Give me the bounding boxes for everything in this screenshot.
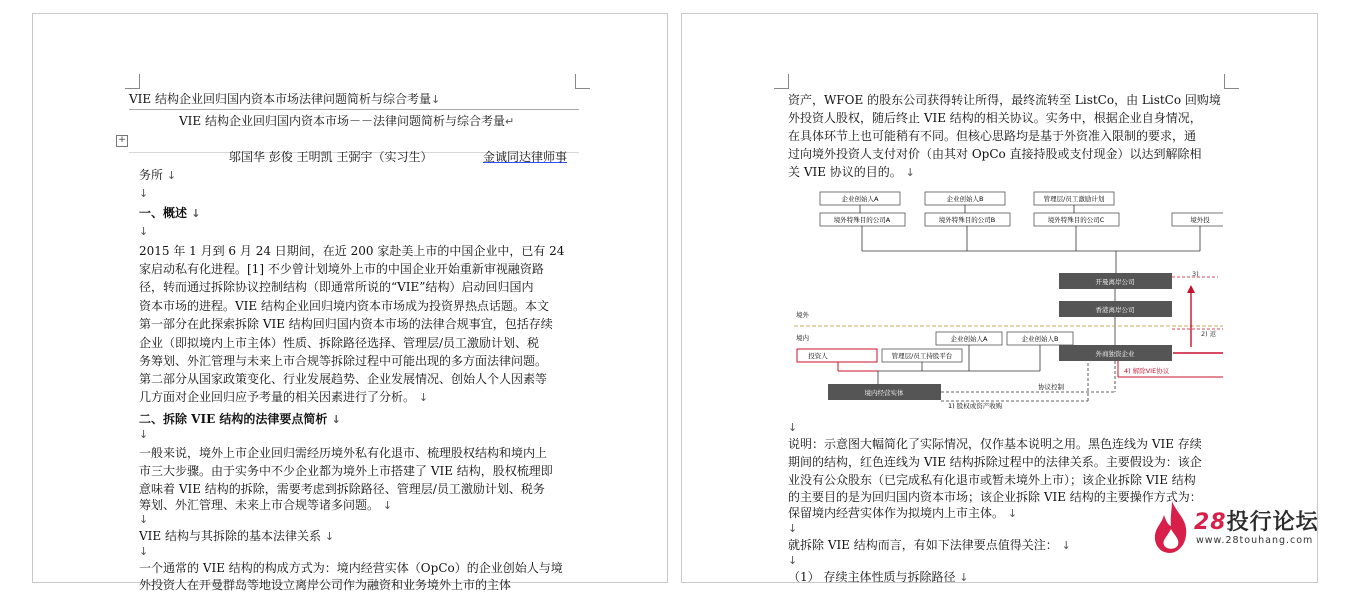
header-line: VIE 结构企业回归国内资本市场法律问题简析与综合考量↓ bbox=[129, 92, 441, 106]
continued-line: 在具体环节上也可能稍有不同。但核心思路均是基于外资准入限制的要求，通 bbox=[788, 129, 1197, 143]
legal-points-line: 意味着 VIE 结构的拆除，需要考虑到拆除路径、管理层/员工激励计划、税务 bbox=[139, 482, 545, 496]
svg-text:境外特殊目的公司A: 境外特殊目的公司A bbox=[833, 216, 891, 224]
svg-text:境外特殊目的公司B: 境外特殊目的公司B bbox=[938, 216, 996, 224]
note-line: 业没有公众股东（已完成私有化退市或暂未境外上市）；该企业拆除 VIE 结构 bbox=[788, 473, 1196, 487]
continued-line: 资产，WFOE 的股东公司获得转让所得，最终流转至 ListCo，由 ListCo 回购境 bbox=[788, 93, 1221, 107]
opco-box bbox=[828, 384, 941, 400]
svg-text:境外投: 境外投 bbox=[1190, 216, 1210, 224]
svg-text:企业创始人B: 企业创始人B bbox=[1021, 335, 1059, 343]
wfoe-box bbox=[1059, 345, 1172, 361]
cayman-company-box bbox=[1059, 273, 1172, 289]
paragraph-mark: ↓ bbox=[139, 225, 149, 238]
law-firm-suffix: 务所 ↓ bbox=[139, 168, 177, 182]
watermark-logo bbox=[1152, 497, 1332, 557]
crop-mark-top-right bbox=[1224, 74, 1239, 89]
overview-line: 2015 年 1 月到 6 月 24 日期间，在近 200 家赴美上市的中国企业中，已有 24 bbox=[139, 244, 565, 258]
continued-line: 外投资人股权，随后终止 VIE 结构的相关协议。实务中，根据企业自身情况， bbox=[788, 111, 1202, 125]
overview-line: 第二部分从国家政策变化、行业发展趋势、企业发展情况、创始人个人因素等 bbox=[139, 372, 548, 386]
domestic-label: 境内 bbox=[796, 334, 809, 342]
overview-line: 务筹划、外汇管理与未来上市合规等拆除过程中可能出现的多方面法律问题。 bbox=[139, 354, 548, 368]
subheading-vie-structure: VIE 结构与其拆除的基本法律关系 ↓ bbox=[139, 529, 335, 543]
paragraph-mark: ↓ bbox=[139, 428, 149, 441]
paragraph-mark: ↓ bbox=[788, 522, 798, 535]
founder-b2-box bbox=[1007, 332, 1073, 345]
svg-text:2) 返: 2) 返 bbox=[1201, 330, 1217, 338]
overview-line: 资本市场的进程。VIE 结构企业回归境内资本市场成为投资界热点话题。本文 bbox=[139, 299, 549, 313]
note-line: 期间的结构，红色连线为 VIE 结构拆除过程中的法律关系。主要假设为：该企 bbox=[788, 455, 1202, 469]
overview-line: 家启动私有化进程。[1] 不少曾计划境外上市的中国企业开始重新审视融资路 bbox=[139, 262, 544, 276]
paragraph-mark: ↓ bbox=[139, 513, 149, 526]
overview-line: 径，转而通过拆除协议控制结构（即通常所说的“VIE”结构）启动回归国内 bbox=[139, 280, 534, 294]
header-rule bbox=[129, 109, 579, 110]
svg-text:企业创始人B: 企业创始人B bbox=[946, 195, 984, 203]
mgmt-plan-box bbox=[1034, 192, 1114, 205]
svg-text:企业创始人A: 企业创始人A bbox=[950, 335, 988, 343]
paragraph-mark: ↓ bbox=[139, 187, 149, 200]
spv-a-box bbox=[820, 213, 905, 226]
paragraph-mark: ↓ bbox=[788, 554, 798, 567]
legal-points-line: 一般来说，境外上市企业回归需经历境外私有化退市、梳理股权结构和境内上 bbox=[139, 446, 548, 460]
mgmt-platform-box bbox=[882, 349, 962, 362]
heading-legal-points: 二、拆除 VIE 结构的法律要点简析 ↓ bbox=[139, 412, 341, 426]
legal-points-line: 市三大步骤。由于实务中不少企业都为境外上市搭建了 VIE 结构，股权梳理即 bbox=[139, 464, 553, 478]
left-page[interactable] bbox=[32, 13, 668, 592]
point-1-heading: （1） 存续主体性质与拆除路径 ↓ bbox=[788, 570, 969, 584]
spv-d-box bbox=[1172, 213, 1223, 226]
paragraph-mark: ↓ bbox=[788, 421, 798, 434]
svg-text:境外特殊目的公司C: 境外特殊目的公司C bbox=[1047, 216, 1105, 224]
terminate-vie-label: 4) 解除VIE协议 bbox=[1124, 367, 1170, 375]
svg-text:管理层/员工激励计划: 管理层/员工激励计划 bbox=[1043, 195, 1105, 203]
legal-points-line-last: 筹划、外汇管理、未来上市合规等诸多问题。 ↓ bbox=[139, 498, 393, 512]
vie-structure-line: 一个通常的 VIE 结构的构成方式为：境内经营实体（OpCo）的企业创始人与境 bbox=[139, 561, 563, 575]
continued-line-last: 关 VIE 协议的目的。 ↓ bbox=[788, 165, 915, 179]
authors: 邬国华 彭俊 王明凯 王弼宇（实习生） bbox=[229, 150, 433, 164]
svg-text:外商独资企业: 外商独资企业 bbox=[1095, 350, 1135, 358]
founder-a2-box bbox=[936, 332, 1002, 345]
brand-name: 28投行论坛 bbox=[1194, 510, 1319, 535]
founder-b-box bbox=[925, 192, 1005, 205]
brand-url: www.28touhang.com bbox=[1196, 535, 1314, 546]
svg-text:投资人: 投资人 bbox=[808, 352, 828, 360]
note-line-last: 保留境内经营实体作为拟境内上市主体。 ↓ bbox=[788, 506, 1018, 520]
overview-line: 第一部分在此探索拆除 VIE 结构回归国内资本市场的法律合规事宜，包括存续 bbox=[139, 317, 553, 331]
investor-box bbox=[797, 349, 877, 362]
flame-icon bbox=[1152, 499, 1192, 555]
svg-text:香港离岸公司: 香港离岸公司 bbox=[1095, 306, 1135, 314]
crop-mark-top-right bbox=[575, 74, 590, 89]
crop-mark-top-left bbox=[774, 74, 789, 89]
heading-overview: 一、概述 ↓ bbox=[139, 206, 201, 220]
equity-acquisition-label: 1) 股权或资产收购 bbox=[948, 402, 1003, 410]
table-move-handle[interactable]: + bbox=[116, 135, 128, 147]
svg-text:管理层/员工持股平台: 管理层/员工持股平台 bbox=[891, 352, 953, 360]
legal-points-intro: 就拆除 VIE 结构而言，有如下法律要点值得关注： ↓ bbox=[788, 538, 1071, 552]
crop-mark-top-left bbox=[125, 74, 140, 89]
law-firm-name: 金诚同达律师事 bbox=[483, 150, 568, 164]
agreement-control-label: 协议控制 bbox=[1038, 383, 1064, 391]
spv-b-box bbox=[925, 213, 1010, 226]
continued-line: 过向境外投资人支付对价（由其对 OpCo 直接持股或支付现金）以达到解除相 bbox=[788, 147, 1202, 161]
overview-line-last: 几方面对企业回归应予考量的相关因素进行了分析。 ↓ bbox=[139, 390, 429, 404]
svg-text:企业创始人A: 企业创始人A bbox=[841, 195, 879, 203]
note-line: 的主要目的是为回归国内资本市场；该企业拆除 VIE 结构的主要操作方式为： bbox=[788, 490, 1202, 504]
spv-c-box bbox=[1034, 213, 1119, 226]
svg-text:开曼离岸公司: 开曼离岸公司 bbox=[1095, 278, 1135, 286]
overseas-label: 境外 bbox=[796, 311, 809, 319]
note-line: 说明：示意图大幅简化了实际情况，仅作基本说明之用。黑色连线为 VIE 存续 bbox=[788, 437, 1202, 451]
vie-structure-diagram bbox=[788, 189, 1223, 424]
svg-text:3): 3) bbox=[1192, 270, 1199, 278]
vie-structure-line: 外投资人在开曼群岛等地设立离岸公司作为融资和业务境外上市的主体 bbox=[139, 578, 512, 592]
paragraph-mark: ↓ bbox=[139, 545, 149, 558]
document-title: VIE 结构企业回归国内资本市场－－法律问题简析与综合考量↵ bbox=[179, 114, 515, 128]
founder-a-box bbox=[820, 192, 900, 205]
hk-company-box bbox=[1059, 301, 1172, 317]
svg-text:境内经营实体: 境内经营实体 bbox=[864, 389, 904, 397]
overview-line: 企业（即拟境内上市主体）性质、拆除路径选择、管理层/员工激励计划、税 bbox=[139, 336, 540, 350]
